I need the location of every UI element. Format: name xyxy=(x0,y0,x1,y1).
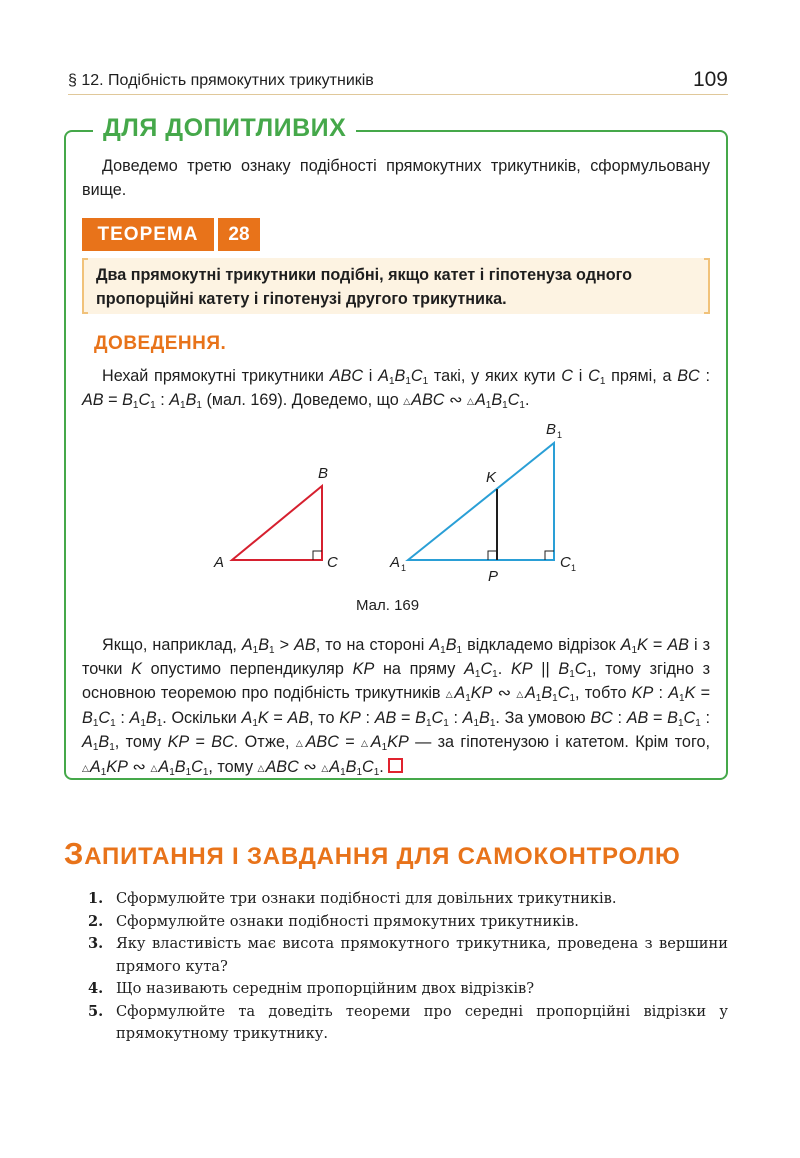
section-title: § 12. Подібність прямокутних трикутників xyxy=(68,72,374,89)
question-item: 5. Сформулюйте та доведіть теореми про середні пропорційні відрізки у прямокутному трикутнику. xyxy=(88,1002,728,1042)
label-b: B xyxy=(318,465,329,482)
theorem-text: Два прямокутні трикутники подібні, якщо катет і гіпотенуза одного пропорційні катету і гіпотенузі другого трикутника. xyxy=(96,266,633,308)
label-a1-sub: 1 xyxy=(401,563,407,573)
label-b1-sub: 1 xyxy=(557,430,563,440)
question-item: 3. Яку властивість має висота прямокутного трикутника, проведена з вершини прямого кута? xyxy=(88,935,728,975)
theorem-label: ТЕОРЕМА xyxy=(82,218,214,251)
label-a: A xyxy=(214,554,225,571)
questions-title: ЗАПИТАННЯ І ЗАВДАННЯ ДЛЯ САМОКОНТРОЛЮ xyxy=(64,836,681,871)
question-item: 1. Сформулюйте три ознаки подібності для довільних трикутників. xyxy=(88,890,617,907)
right-angle-c1 xyxy=(545,551,554,560)
triangle-abc xyxy=(232,486,322,560)
intro-paragraph: Доведемо третю ознаку подібності прямокутних трикутників, сформульовану вище. xyxy=(82,157,710,199)
triangle-a1b1c1 xyxy=(408,443,554,560)
end-of-proof-icon xyxy=(388,758,403,773)
proof-paragraph-1: Нехай прямокутні трикутники ABC і $A_1B_1C_1$ такі, у яких кути C і $C_1$ прямі, а BC : AB = $B_1C_1$ : $A_1B_1$ (мал. 169). Доведемо, що △ABC ∾ $\triangle A_1B_1C_1$. xyxy=(82,367,711,411)
box-title: ДЛЯ ДОПИТЛИВИХ xyxy=(93,114,356,143)
label-b1: B xyxy=(546,421,557,438)
figure-caption: Мал. 169 xyxy=(356,597,420,614)
right-angle-p xyxy=(488,551,497,560)
proof-paragraph-2: Якщо, наприклад, $A_1B_1$ > AB, то на стороні $A_1B_1$ відкладемо відрізок $A_1K$ = AB і з точки K опустимо перпендикуляр KP на пряму $A_1C_1$. KP || $B_1C_1$, тому згідно з основною теоремою про подібність трикутників $\triangle A_1KP$ ∾ $\triangle A_1B_1C_1$, тобто KP : $A_1K = B_1C_1$ : $A_1B_1$. Оскільки $A_1K$ = AB, то KP : AB = $B_1C_1$ : $A_1B_1$. За умовою BC : AB = $B_1C_1$ : $A_1B_1$, тому KP = BC. Отже, △ABC = $\triangle A_1KP$ — за гіпотенузою і катетом. Крім того, $\triangle A_1KP$ ∾ $\triangle A_1B_1C_1$, тому △ABC ∾ $\triangle A_1B_1C_1$. xyxy=(82,636,711,778)
label-c1-sub: 1 xyxy=(571,563,577,573)
label-p: P xyxy=(488,568,499,585)
label-k: K xyxy=(486,469,497,486)
page-number: 109 xyxy=(692,68,728,91)
page-header xyxy=(68,68,728,95)
theorem-number: 28 xyxy=(218,218,260,251)
bracket-right xyxy=(704,258,710,314)
label-c1: C xyxy=(560,554,571,571)
label-a1: A xyxy=(390,554,401,571)
bracket-left xyxy=(82,258,88,314)
proof-title: ДОВЕДЕННЯ. xyxy=(94,333,227,354)
right-angle-c xyxy=(313,551,322,560)
question-item: 2. Сформулюйте ознаки подібності прямокутних трикутників. xyxy=(88,912,579,930)
theorem-statement xyxy=(82,258,710,314)
figure-169 xyxy=(200,415,600,590)
questions-list xyxy=(88,888,728,1046)
label-c: C xyxy=(327,554,338,571)
question-item: 4. Що називають середнім пропорційним двох відрізків? xyxy=(88,980,535,997)
